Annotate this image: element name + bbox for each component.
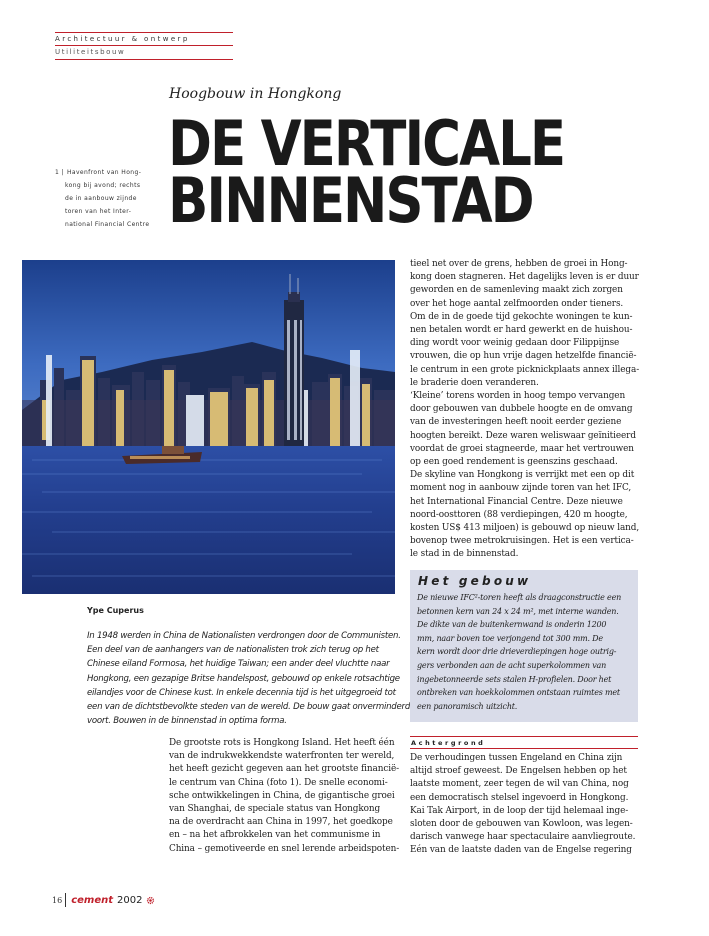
- footer-divider: [65, 893, 66, 907]
- achtergrond-line: sloten door de gebouwen van Kowloon, was legen-: [410, 819, 633, 830]
- body-line: op een goed rendement is geenszins geschaad.: [410, 457, 618, 468]
- body-line: ‘Kleine’ torens worden in hoog tempo vervangen: [410, 391, 626, 402]
- body-line: van de investeringen heeft nooit eerder geziene: [410, 417, 622, 428]
- body-line: bovenop twee metrokruisingen. Het is een vertica-: [410, 536, 634, 547]
- body-line: hoogten bereikt. Deze waren weliswaar geïnitieerd: [410, 430, 636, 441]
- body-line: Om de in de goede tijd gekochte woningen te kun-: [410, 311, 633, 322]
- achtergrond-label: Achtergrond: [411, 739, 486, 747]
- photo-caption: [55, 166, 165, 231]
- body-line: over het hoge aantal zelfmoorden onder tieners.: [410, 298, 624, 309]
- intro-line: eilandjes voor de Chinese kust. In enkele decennia tijd is het uitgegroeid tot: [87, 687, 396, 698]
- body-line: geworden en de samenleving maakt zich zorgen: [410, 285, 623, 296]
- achtergrond-rule-top: [410, 736, 638, 737]
- intro-line: Hongkong, een gezapige Britse handelspost, gebouwd op enkele rotsachtige: [87, 673, 400, 684]
- achtergrond-line: altijd stroef geweest. De Engelsen hebben op het: [410, 766, 627, 777]
- sidebar-line: betonnen kern van 24 x 24 m², met interne wanden.: [417, 606, 619, 616]
- body-line: het heeft gezicht gegeven aan het grootste financië-: [169, 764, 399, 775]
- sidebar-box-het-gebouw: [410, 570, 638, 722]
- body-line: en – na het afbrokkelen van het communisme in: [169, 830, 381, 841]
- body-line: kong doen stagneren. Het dagelijks leven is er duur: [410, 272, 639, 283]
- body-column-left: [169, 737, 400, 856]
- caption-line: de in aanbouw zijnde: [65, 195, 137, 202]
- sidebar-line: mm, naar boven toe verjongend tot 300 mm. De: [417, 633, 603, 643]
- sidebar-text: [417, 591, 633, 713]
- body-line: ding wordt voor weinig gedaan door Filippijnse: [410, 338, 620, 349]
- caption-line: national Financial Centre: [65, 221, 150, 228]
- intro-line: voort. Bouwen in de binnenstad in optima forma.: [87, 716, 287, 727]
- intro-line: In 1948 werden in China de Nationalisten verdrongen door de Communisten.: [87, 631, 401, 641]
- sidebar-line: ontbreken van hoekkolommen ontstaan ruimtes met: [417, 688, 620, 698]
- gear-icon: [146, 896, 155, 905]
- caption-line: Havenfront van Hong-: [66, 169, 142, 176]
- page-number: 16: [52, 895, 63, 905]
- headline-line-1: DE VERTICALE: [168, 108, 565, 181]
- body-line: kosten US$ 413 miljoen) is gebouwd op nieuw land,: [410, 523, 640, 534]
- body-line: door gebouwen van dubbele hoogte en de omvang: [410, 404, 633, 415]
- intro-line: een van de dichtstbevolkte steden van de wereld. De bouw gaat onverminderd: [87, 702, 411, 713]
- body-line: sche ontwikkelingen in China, de gigantische groei: [169, 790, 395, 801]
- magazine-name: cement: [71, 894, 113, 906]
- achtergrond-text: [410, 752, 638, 858]
- achtergrond-line: Eén van de laatste daden van de Engelse regering: [410, 845, 632, 856]
- page-footer: [52, 893, 155, 907]
- intro-line: Een deel van de aanhangers van de nationalisten trok zich terug op het: [87, 645, 379, 656]
- achtergrond-rule-bottom: [410, 748, 638, 749]
- body-line: nen betalen wordt er hard gewerkt en de huishou-: [410, 325, 633, 336]
- achtergrond-line: een democratisch stelsel ingevoerd in Hongkong.: [410, 792, 629, 803]
- body-line: le stad in de binnenstad.: [410, 549, 519, 560]
- achtergrond-line: darisch vanwege haar spectaculaire aanvliegroute.: [410, 832, 636, 843]
- intro-line: Chinese eiland Formosa, het huidige Taiwan; een ander deel vluchtte naar: [87, 659, 390, 670]
- achtergrond-line: Kai Tak Airport, in de loop der tijd helemaal inge-: [410, 805, 629, 816]
- body-line: na de overdracht aan China in 1997, het goedkope: [169, 817, 393, 828]
- sidebar-line: een panoramisch uitzicht.: [417, 701, 518, 711]
- body-line: van de indrukwekkendste waterfronten ter wereld,: [169, 751, 395, 762]
- body-line: le centrum van China (foto 1). De snelle economi-: [169, 777, 388, 788]
- caption-number: 1 |: [55, 169, 64, 176]
- magazine-year: 2002: [117, 894, 143, 906]
- author-name: Ype Cuperus: [87, 606, 144, 615]
- body-line: voordat de groei stagneerde, maar het vertrouwen: [410, 443, 634, 454]
- hongkong-skyline-photo: [22, 260, 395, 594]
- sidebar-line: gers verbonden aan de acht superkolommen van: [417, 660, 607, 670]
- article-kicker: Hoogbouw in Hongkong: [169, 86, 342, 102]
- header-rule-top: [55, 32, 233, 33]
- header-rule-middle: [55, 45, 233, 46]
- achtergrond-line: laatste moment, zeer tegen de wil van China, nog: [410, 779, 629, 790]
- sidebar-line: kern wordt door drie drieverdiepingen hoge outrig-: [417, 647, 617, 657]
- caption-line: toren van het Inter-: [65, 208, 132, 215]
- section-label: Architectuur & ontwerp: [55, 35, 190, 43]
- body-line: noord-oosttoren (88 verdiepingen, 420 m hoogte,: [410, 509, 628, 520]
- body-line: van Shanghai, de speciale status van Hongkong: [169, 804, 381, 815]
- body-line: China – gemotiveerde en snel lerende arbeidspoten-: [169, 843, 400, 854]
- body-line: tieel net over de grens, hebben de groei in Hong-: [410, 259, 628, 269]
- sidebar-title: Het gebouw: [418, 574, 532, 588]
- body-line: le centrum in een grote picknickplaats annex illega-: [410, 364, 640, 375]
- body-line: het International Financial Centre. Deze nieuwe: [410, 496, 623, 507]
- caption-line: kong bij avond; rechts: [65, 182, 141, 189]
- subsection-label: Utiliteitsbouw: [55, 48, 126, 56]
- body-line: moment nog in aanbouw zijnde toren van het IFC,: [410, 483, 632, 494]
- sidebar-line: De dikte van de buitenkernwand is onderin 1200: [417, 620, 607, 630]
- body-column-right: [410, 258, 638, 562]
- body-line: De skyline van Hongkong is verrijkt met een op dit: [410, 470, 635, 481]
- body-line: vrouwen, die op hun vrije dagen hetzelfde financië-: [410, 351, 637, 362]
- achtergrond-line: De verhoudingen tussen Engeland en China zijn: [410, 753, 623, 763]
- body-line: le braderie doen veranderen.: [410, 377, 539, 388]
- body-line: De grootste rots is Hongkong Island. Het heeft één: [169, 738, 395, 748]
- headline-line-2: BINNENSTAD: [168, 165, 533, 238]
- sidebar-line: De nieuwe IFC²-toren heeft als draagconstructie een: [417, 593, 622, 602]
- article-intro: [87, 629, 411, 728]
- sidebar-line: ingebetonneerde sets stalen H-profielen. Door het: [417, 674, 612, 684]
- header-rule-bottom: [55, 59, 233, 60]
